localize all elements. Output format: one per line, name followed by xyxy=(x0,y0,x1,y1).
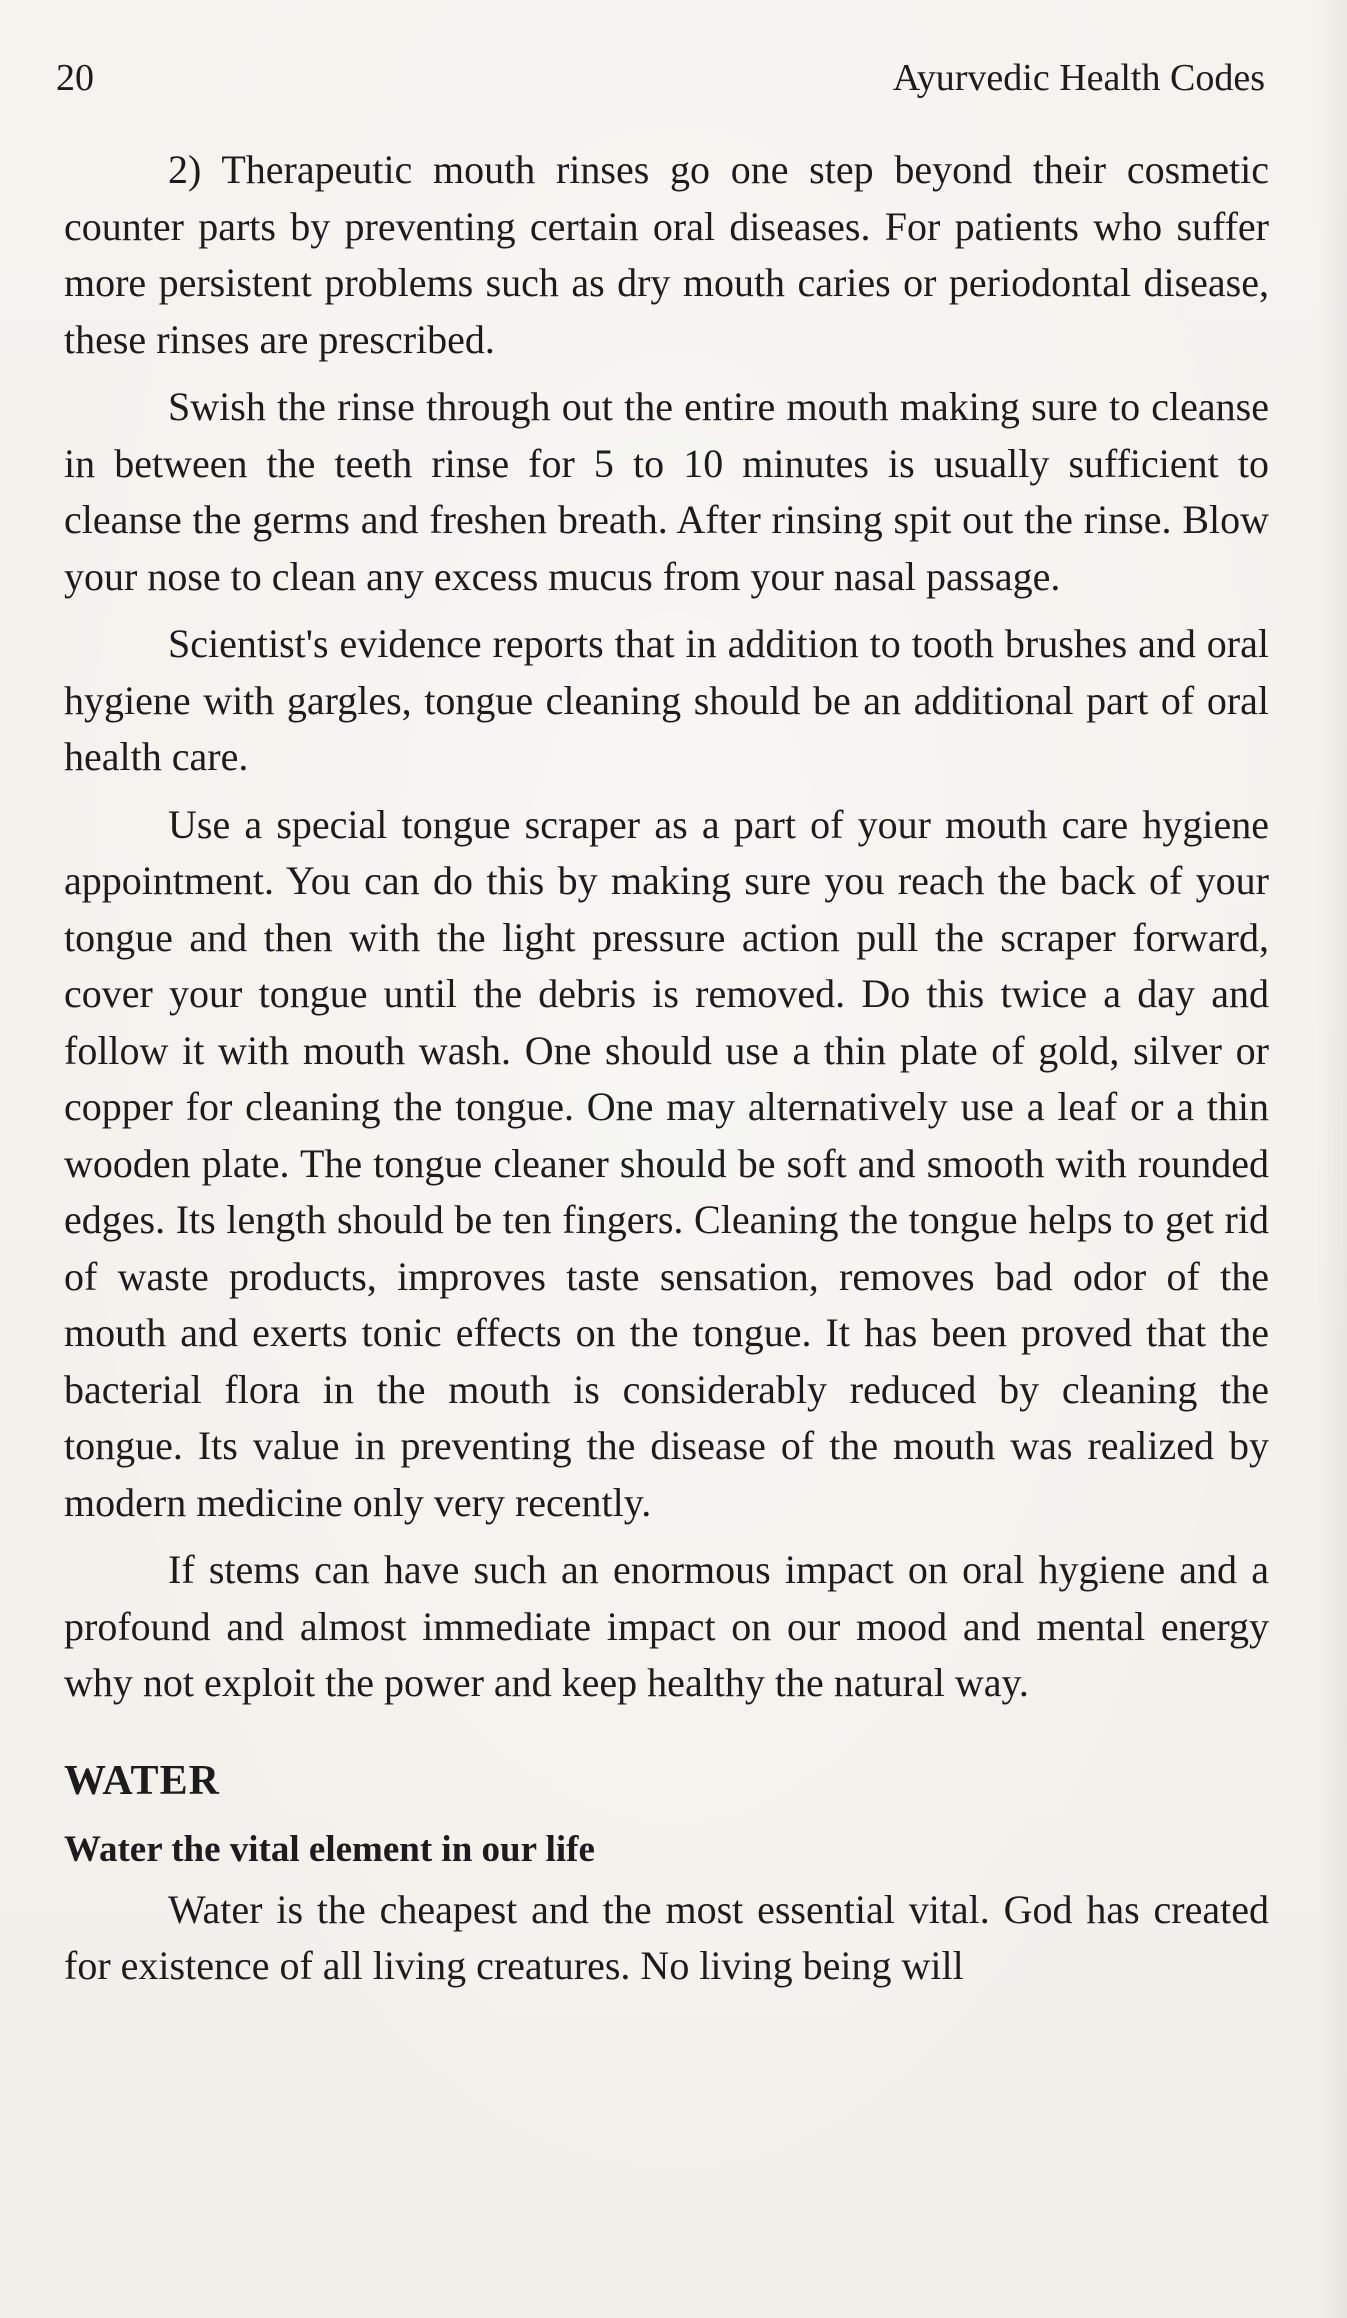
page-header xyxy=(56,48,1265,108)
paragraph-swish-rinse: Swish the rinse through out the entire mouth making sure to cleanse in between the teeth rinse for 5 to 10 minutes is usually sufficient to cleanse the germs and freshen breath. After rinsing spit out the rinse. Blow your nose to clean any excess mucus from your nasal passage. xyxy=(64,384,1269,599)
paragraph-stems-impact: If stems can have such an enormous impact on oral hygiene and a profound and almost immediate impact on our mood and mental energy why not exploit the power and keep healthy the natural way. xyxy=(64,1547,1269,1705)
paragraph-scientist-evidence: Scientist's evidence reports that in addition to tooth brushes and oral hygiene with gargles, tongue cleaning should be an additional part of oral health care. xyxy=(64,621,1269,779)
page-edge-shadow xyxy=(1317,0,1347,2318)
paragraph-water-intro: Water is the cheapest and the most essential vital. God has created for existence of all living creatures. No living being will xyxy=(64,1886,1269,1988)
subheading-water-vital-element: Water the vital element in our life xyxy=(64,1828,595,1870)
body-text xyxy=(64,142,1269,1995)
paragraph-tongue-scraper: Use a special tongue scraper as a part of your mouth care hygiene appointment. You can do this by making sure you reach the back of your tongue and then with the light pressure action pull the scraper forward, cover your tongue until the debris is removed. Do this twice a day and follow it with mouth wash. One should use a thin plate of gold, silver or copper for cleaning the tongue. One may alternatively use a leaf or a thin wooden plate. The tongue cleaner should be soft and smooth with rounded edges. Its length should be ten fingers. Cleaning the tongue helps to get rid of waste products, improves taste sensation, removes bad odor of the mouth and exerts tonic effects on the tongue. It has been proved that the bacterial flora in the mouth is considerably reduced by cleaning the tongue. Its value in preventing the disease of the mouth was realized by modern medicine only very recently. xyxy=(64,801,1269,1525)
paragraph-therapeutic-rinses: 2) Therapeutic mouth rinses go one step beyond their cosmetic counter parts by preventing certain oral diseases. For patients who suffer more persistent problems such as dry mouth caries or periodontal disease, these rinses are prescribed. xyxy=(64,147,1269,362)
running-title: Ayurvedic Health Codes xyxy=(892,57,1265,99)
section-heading-water: WATER xyxy=(64,1757,220,1804)
page-number: 20 xyxy=(56,57,94,99)
